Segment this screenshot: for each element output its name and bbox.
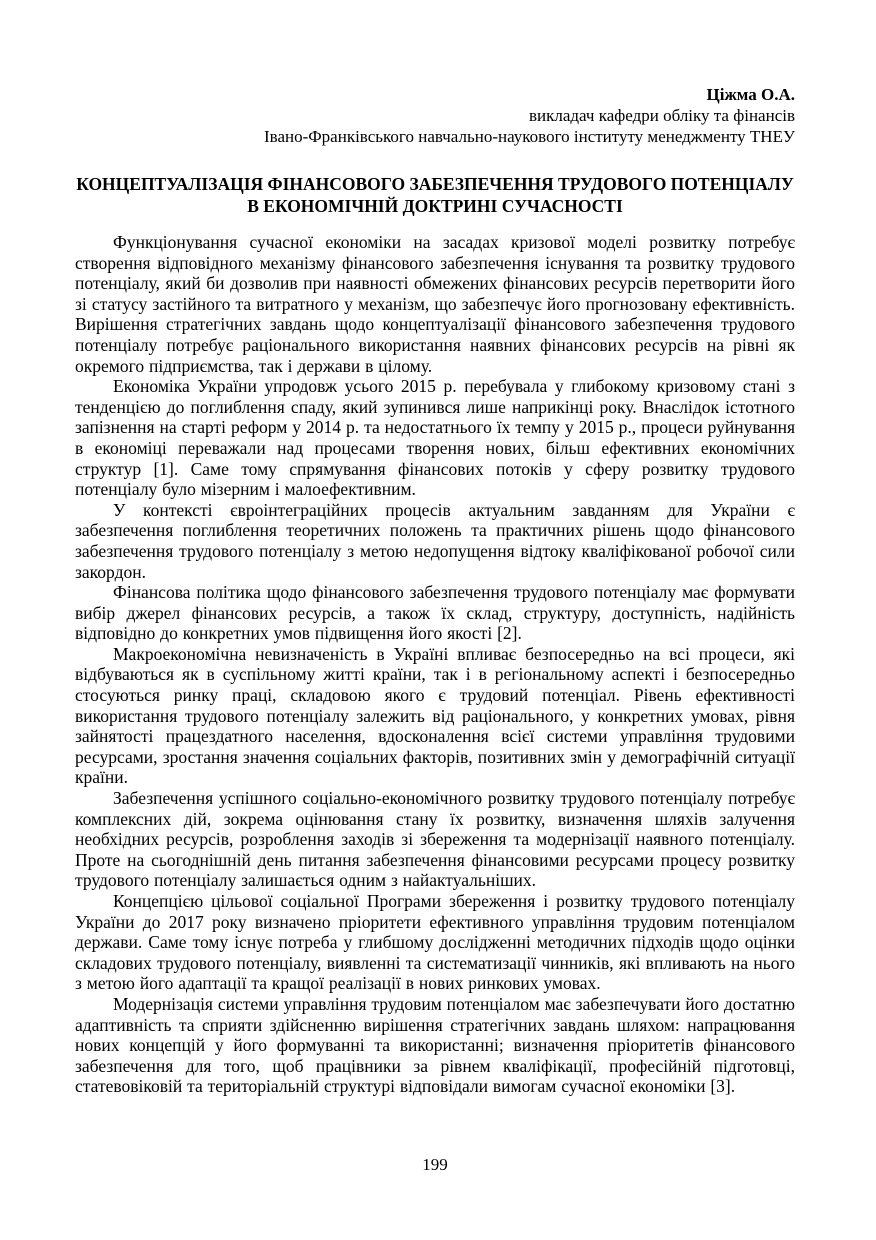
paragraph-4: Фінансова політика щодо фінансового забезпечення трудового потенціалу має формувати вибір джерел фінансових ресурсів, а також їх склад, структуру, доступність, надійність відповідно до конкретних умов підвищення його якості [2]. [75, 582, 795, 644]
author-block [75, 84, 795, 147]
page-content [75, 84, 795, 1097]
author-name: Ціжма О.А. [706, 85, 795, 104]
article-title: КОНЦЕПТУАЛІЗАЦІЯ ФІНАНСОВОГО ЗАБЕЗПЕЧЕННЯ ТРУДОВОГО ПОТЕНЦІАЛУ В ЕКОНОМІЧНІЙ ДОКТРИНІ СУЧАСНОСТІ [76, 174, 794, 216]
paragraph-1: Функціонування сучасної економіки на засадах кризової моделі розвитку потребує створення відповідного механізму фінансового забезпечення існування та розвитку трудового потенціалу, який би дозволив при наявності обмежених фінансових ресурсів перетворити його зі статусу застійного та витратного у механізм, що забезпечує його прогнозовану ефективність. Вирішення стратегічних завдань щодо концептуалізації фінансового забезпечення трудового потенціалу потребує раціонального використання наявних фінансових ресурсів на рівні як окремого підприємства, так і держави в цілому. [75, 232, 795, 376]
author-institution: Івано-Франківського навчально-наукового інституту менеджменту ТНЕУ [263, 127, 795, 146]
page-footer [75, 1155, 795, 1175]
paragraph-6: Забезпечення успішного соціально-економічного розвитку трудового потенціалу потребує комплексних дій, зокрема оцінювання стану їх розвитку, визначення шляхів залучення необхідних ресурсів, розроблення заходів зі збереження та модернізації наявного потенціалу. Проте на сьогоднішній день питання забезпечення фінансовими ресурсами процесу розвитку трудового потенціалу залишається одним з найактуальніших. [75, 788, 795, 891]
paragraph-3: У контексті євроінтеграційних процесів актуальним завданням для України є забезпечення поглиблення теоретичних положень та практичних рішень щодо фінансового забезпечення трудового потенціалу з метою недопущення відтоку кваліфікованої робочої сили закордон. [75, 499, 795, 582]
paragraph-7: Концепцією цільової соціальної Програми збереження і розвитку трудового потенціалу України до 2017 року визначено пріоритети ефективного управління трудовим потенціалом держави. Саме тому існує потреба у глибшому дослідженні методичних підходів щодо оцінки складових трудового потенціалу, виявленні та систематизації чинників, які впливають на нього з метою його адаптації та кращої реалізації в нових ринкових умовах. [75, 891, 795, 994]
paragraph-5: Макроекономічна невизначеність в Україні впливає безпосередньо на всі процеси, які відбуваються як в суспільному житті країни, так і в регіональному аспекті і безпосередньо стосуються ринку праці, складовою якого є трудовий потенціал. Рівень ефективності використання трудового потенціалу залежить від раціонального, у конкретних умовах, рівня зайнятості працездатного населення, вдосконалення всієї системи управління трудовими ресурсами, зростання значення соціальних факторів, позитивних змін у демографічній ситуації країни. [75, 643, 795, 788]
article-body [75, 232, 795, 1097]
paragraph-8: Модернізація системи управління трудовим потенціалом має забезпечувати його достатню адаптивність та сприяти здійсненню вирішення стратегічних завдань шляхом: напрацювання нових концепцій у його формуванні та використанні; визначення пріоритетів фінансового забезпечення для того, щоб працівники за рівнем кваліфікації, професійній підготовці, статевовіковій та територіальній структурі відповідали вимогам сучасної економіки [3]. [75, 993, 796, 1097]
author-position: викладач кафедри обліку та фінансів [528, 106, 795, 125]
page-number: 199 [422, 1155, 448, 1174]
paragraph-2: Економіка України упродовж усього 2015 р. перебувала у глибокому кризовому стані з тенденцією до поглиблення спаду, який зупинився лише наприкінці року. Внаслідок істотного запізнення на старті реформ у 2014 р. та недостатнього їх темпу у 2015 р., процеси руйнування в економіці переважали над процесами творення нових, більш ефективних економічних структур [1]. Саме тому спрямування фінансових потоків у сферу розвитку трудового потенціалу було мізерним і малоефективним. [75, 376, 795, 500]
